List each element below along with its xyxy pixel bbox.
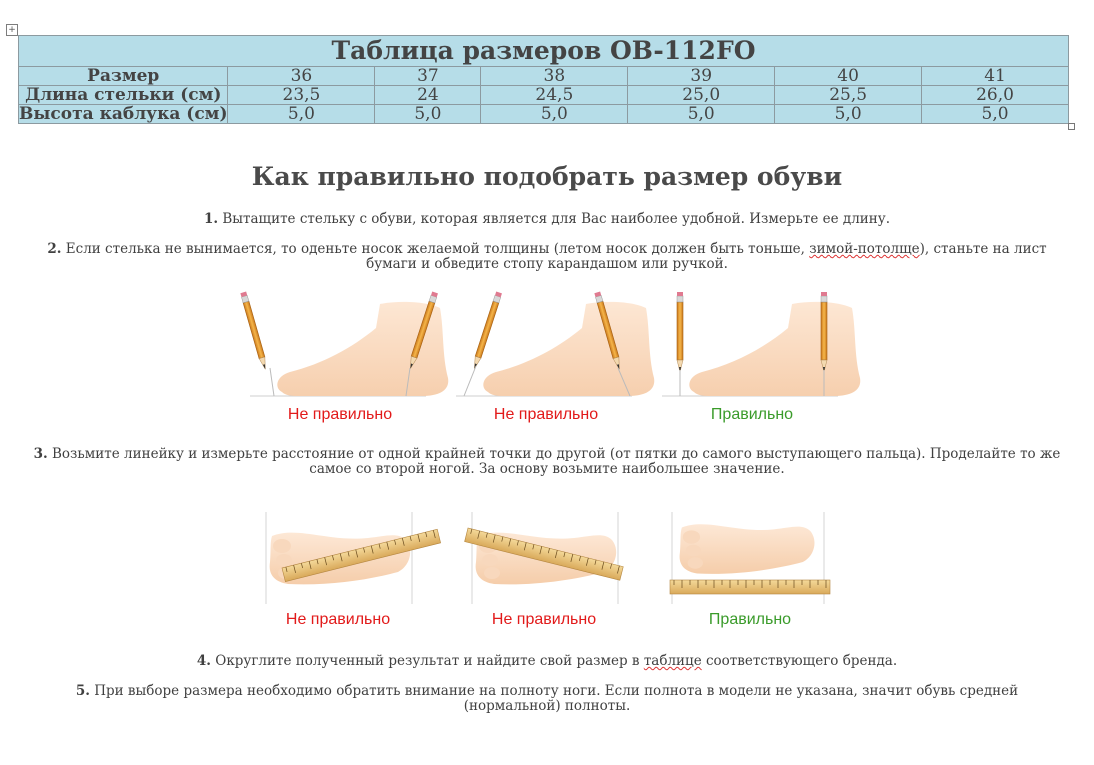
step-5 bbox=[40, 684, 1054, 714]
step-number: 5. bbox=[75, 683, 90, 699]
step-number: 4. bbox=[196, 653, 211, 669]
step-text: Если стелька не вынимается, то оденьте носок желаемой толщины (летом носок должен быть тоньше, bbox=[61, 241, 810, 257]
table-move-handle-icon[interactable]: + bbox=[6, 24, 18, 36]
table-cell: 36 bbox=[228, 67, 375, 86]
row-header: Размер bbox=[19, 67, 228, 86]
row-header: Высота каблука (см) bbox=[19, 104, 228, 124]
ruler-correct-icon bbox=[670, 512, 830, 604]
step-number: 3. bbox=[33, 446, 48, 462]
table-title: Таблица размеров OB-112FO bbox=[19, 36, 1069, 67]
table-row bbox=[19, 86, 1069, 105]
table-cell: 37 bbox=[375, 67, 481, 86]
step-text: Вытащите стельку с обуви, которая является для Вас наиболее удобной. Измерьте ее длину. bbox=[218, 211, 891, 227]
table-cell: 25,5 bbox=[775, 86, 922, 105]
step-4 bbox=[40, 654, 1054, 669]
table-cell: 40 bbox=[775, 67, 922, 86]
row-header: Длина стельки (см) bbox=[19, 86, 228, 105]
caption-wrong: Не правильно bbox=[491, 611, 597, 628]
foot-correct-icon bbox=[662, 292, 860, 396]
ruler-wrong-1-icon bbox=[266, 512, 441, 604]
step-text: Округлите полученный результат и найдите свой размер в bbox=[210, 653, 644, 669]
caption-correct: Правильно bbox=[708, 611, 792, 628]
caption-wrong: Не правильно bbox=[287, 406, 393, 423]
table-cell: 24 bbox=[375, 86, 481, 105]
table-cell: 41 bbox=[922, 67, 1069, 86]
step-number: 2. bbox=[47, 241, 62, 257]
step-2 bbox=[30, 242, 1064, 272]
table-cell: 5,0 bbox=[775, 105, 922, 124]
step-3 bbox=[24, 447, 1070, 477]
step-number: 1. bbox=[203, 211, 219, 227]
caption-wrong: Не правильно bbox=[493, 406, 599, 423]
foot-wrong-1-icon bbox=[240, 292, 448, 396]
caption-wrong: Не правильно bbox=[285, 611, 391, 628]
table-cell: 39 bbox=[628, 67, 775, 86]
spellcheck-word[interactable]: зимой-потолще bbox=[809, 241, 920, 257]
table-cell: 5,0 bbox=[481, 105, 628, 124]
size-table bbox=[18, 35, 1069, 124]
step-1 bbox=[40, 212, 1054, 227]
table-cell: 5,0 bbox=[228, 105, 375, 124]
guide-heading: Как правильно подобрать размер обуви bbox=[251, 162, 843, 191]
table-cell: 24,5 bbox=[481, 86, 628, 105]
table-cell: 25,0 bbox=[628, 86, 775, 105]
table-cell: 5,0 bbox=[628, 105, 775, 124]
step-text: ), станьте на лист бумаги и обведите стопу карандашом или ручкой. bbox=[366, 241, 1047, 272]
table-cell: 5,0 bbox=[922, 105, 1069, 124]
table-cell: 23,5 bbox=[228, 86, 375, 105]
table-row bbox=[19, 67, 1069, 86]
ruler-wrong-2-icon bbox=[465, 512, 624, 604]
pencil-tracing-illustrations bbox=[236, 292, 846, 404]
table-cell: 26,0 bbox=[922, 86, 1069, 105]
step-text: Возьмите линейку и измерьте расстояние от одной крайней точки до другой (от пятки до самого выступающего пальца). Проделайте то же самое со второй ногой. За основу возьмите наибольшее значение. bbox=[47, 446, 1061, 477]
spellcheck-word[interactable]: таблице bbox=[643, 653, 702, 669]
ruler-measure-illustrations bbox=[262, 512, 836, 608]
table-row bbox=[19, 105, 1069, 124]
table-cell: 38 bbox=[481, 67, 628, 86]
caption-correct: Правильно bbox=[710, 406, 794, 423]
table-resize-handle[interactable] bbox=[1068, 123, 1075, 130]
step-text: соответствующего бренда. bbox=[701, 653, 898, 669]
table-cell: 5,0 bbox=[375, 105, 481, 124]
foot-wrong-2-icon bbox=[456, 292, 654, 396]
step-text: При выборе размера необходимо обратить внимание на полноту ноги. Если полнота в модели не указана, значит обувь средней (нормальной) полноты. bbox=[89, 683, 1019, 714]
